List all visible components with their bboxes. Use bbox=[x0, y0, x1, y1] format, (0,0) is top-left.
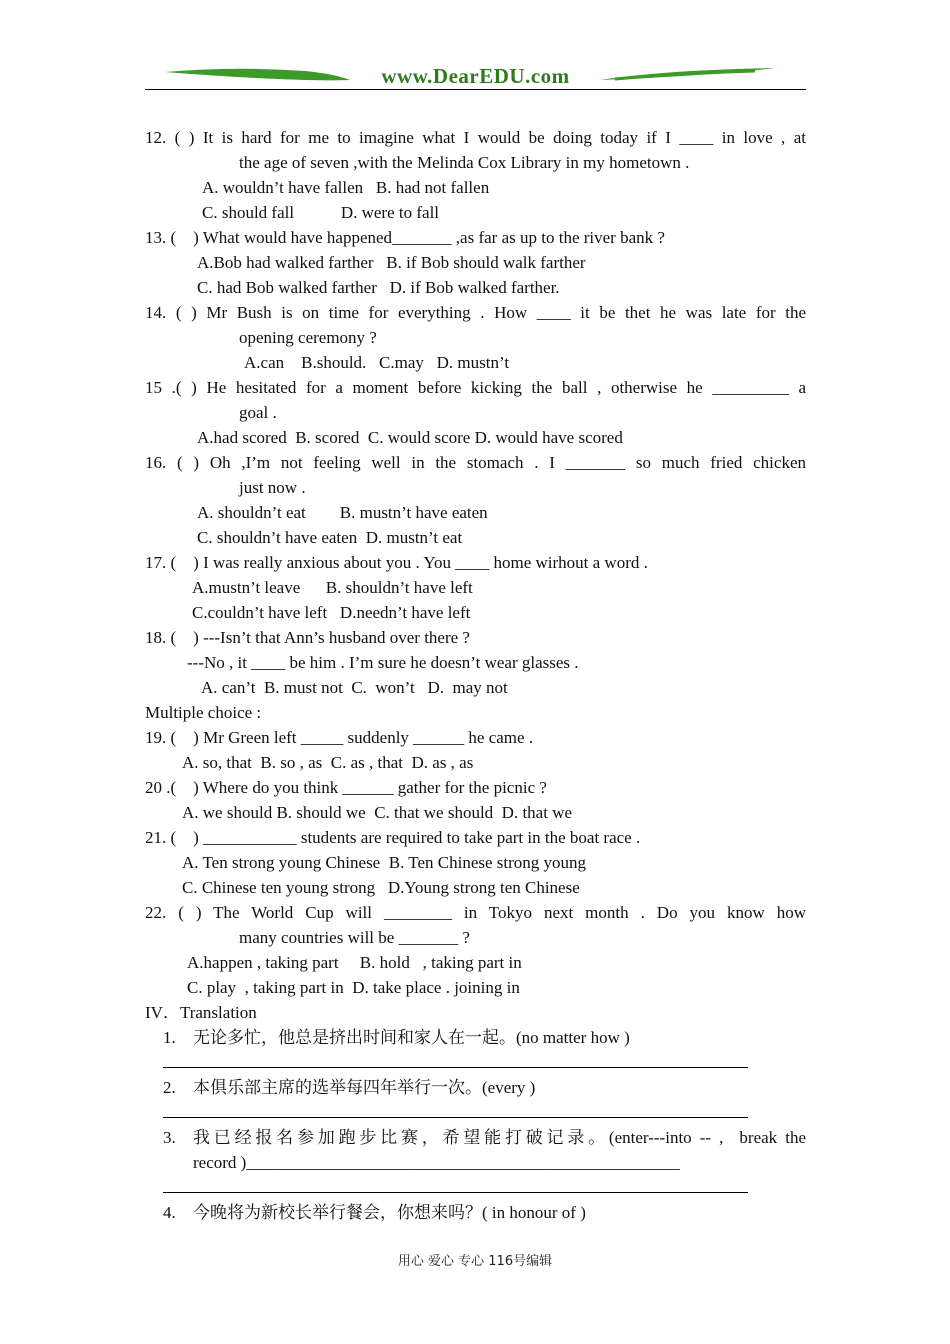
question-stem: 18. ( ) ---Isn’t that Ann’s husband over there ? bbox=[145, 628, 470, 647]
question-stem: 13. ( ) What would have happened_______ ,as far as up to the river bank ? bbox=[145, 228, 665, 247]
option-line: A. we should B. should we C. that we should D. that we bbox=[182, 803, 573, 822]
question-stem-cont: goal . bbox=[239, 403, 277, 422]
item-prompt: 我已经报名参加跑步比赛，希望能打破记录。(enter---into -- , break the bbox=[193, 1128, 806, 1147]
item-prompt: 今晚将为新校长举行餐会，你想来吗？( in honour of ) bbox=[193, 1203, 586, 1222]
item-number: 4. bbox=[163, 1203, 176, 1222]
dialogue-line: ---No , it ____ be him . I’m sure he doesn’t wear glasses . bbox=[187, 653, 579, 672]
option-line: A. so, that B. so , as C. as , that D. as , as bbox=[182, 753, 474, 772]
question-18 bbox=[145, 625, 806, 700]
question-stem: 20 .( ) Where do you think ______ gather for the picnic ? bbox=[145, 778, 547, 797]
option-line: A.can B.should. C.may D. mustn’t bbox=[244, 353, 510, 372]
item-prompt: 无论多忙，他总是挤出时间和家人在一起。(no matter how ) bbox=[193, 1028, 630, 1047]
question-13 bbox=[145, 225, 806, 300]
header-rule bbox=[145, 89, 806, 90]
translation-item-4 bbox=[145, 1200, 806, 1225]
option-line: A. can’t B. must not C. won’t D. may not bbox=[201, 678, 508, 697]
option-line: A. shouldn’t eat B. mustn’t have eaten bbox=[197, 503, 488, 522]
question-22 bbox=[145, 900, 806, 1000]
item-prompt: 本俱乐部主席的选举每四年举行一次。(every ) bbox=[193, 1078, 536, 1097]
option-line: A.happen , taking part B. hold , taking part in bbox=[187, 953, 522, 972]
question-stem: 12. ( ) It is hard for me to imagine what I would be doing today if I ____ in love , at bbox=[145, 128, 806, 147]
option-line: C. had Bob walked farther D. if Bob walked farther. bbox=[197, 278, 560, 297]
question-stem-cont: many countries will be _______ ? bbox=[239, 928, 470, 947]
question-stem-cont: just now . bbox=[239, 478, 306, 497]
answer-blank[interactable] bbox=[145, 1100, 806, 1125]
question-17 bbox=[145, 550, 806, 625]
page-footer: 用心 爱心 专心 116号编辑 bbox=[397, 1254, 553, 1269]
question-stem: 14. ( ) Mr Bush is on time for everything . How ____ it be thet he was late for the bbox=[145, 303, 806, 322]
answer-blank[interactable] bbox=[145, 1050, 806, 1075]
option-line: A.Bob had walked farther B. if Bob should walk farther bbox=[197, 253, 586, 272]
translation-item-2 bbox=[145, 1075, 806, 1125]
item-prompt-cont: record )___________________________________________________ bbox=[193, 1153, 680, 1172]
section-heading-multiple-choice: Multiple choice : bbox=[145, 703, 262, 722]
option-line: C. shouldn’t have eaten D. mustn’t eat bbox=[197, 528, 463, 547]
question-19 bbox=[145, 725, 806, 775]
question-16 bbox=[145, 450, 806, 550]
question-stem: 17. ( ) I was really anxious about you . You ____ home wirhout a word . bbox=[145, 553, 648, 572]
option-line: C. Chinese ten young strong D.Young strong ten Chinese bbox=[182, 878, 580, 897]
question-stem-cont: opening ceremony ? bbox=[239, 328, 377, 347]
option-line: A. wouldn’t have fallen B. had not fallen bbox=[202, 178, 490, 197]
option-line: A.had scored B. scored C. would score D. would have scored bbox=[197, 428, 623, 447]
question-stem: 19. ( ) Mr Green left _____ suddenly ______ he came . bbox=[145, 728, 534, 747]
section-heading-translation: IV．Translation bbox=[145, 1003, 257, 1022]
exercise-content bbox=[145, 125, 806, 1225]
item-number: 3. bbox=[163, 1128, 176, 1147]
option-line: C. should fall D. were to fall bbox=[202, 203, 440, 222]
question-stem-cont: the age of seven ,with the Melinda Cox Library in my hometown . bbox=[239, 153, 690, 172]
question-stem: 22. ( ) The World Cup will ________ in Tokyo next month . Do you know how bbox=[145, 903, 806, 922]
option-line: A. Ten strong young Chinese B. Ten Chinese strong young bbox=[182, 853, 587, 872]
question-20 bbox=[145, 775, 806, 825]
translation-item-3 bbox=[145, 1125, 806, 1200]
translation-item-1 bbox=[145, 1025, 806, 1075]
site-header-banner bbox=[145, 62, 806, 92]
site-name: www.DearEDU.com bbox=[381, 64, 570, 88]
item-number: 1. bbox=[163, 1028, 176, 1047]
item-number: 2. bbox=[163, 1078, 176, 1097]
option-line: C.couldn’t have left D.needn’t have left bbox=[192, 603, 471, 622]
question-stem: 15 .( ) He hesitated for a moment before kicking the ball , otherwise he _________ a bbox=[145, 378, 806, 397]
question-stem: 21. ( ) ___________ students are required to take part in the boat race . bbox=[145, 828, 641, 847]
option-line: A.mustn’t leave B. shouldn’t have left bbox=[192, 578, 473, 597]
answer-blank[interactable] bbox=[145, 1175, 806, 1200]
option-line: C. play , taking part in D. take place . joining in bbox=[187, 978, 520, 997]
question-14 bbox=[145, 300, 806, 375]
question-21 bbox=[145, 825, 806, 900]
question-15 bbox=[145, 375, 806, 450]
question-stem: 16. ( ) Oh ,I’m not feeling well in the stomach . I _______ so much fried chicken bbox=[145, 453, 806, 472]
question-12 bbox=[145, 125, 806, 225]
